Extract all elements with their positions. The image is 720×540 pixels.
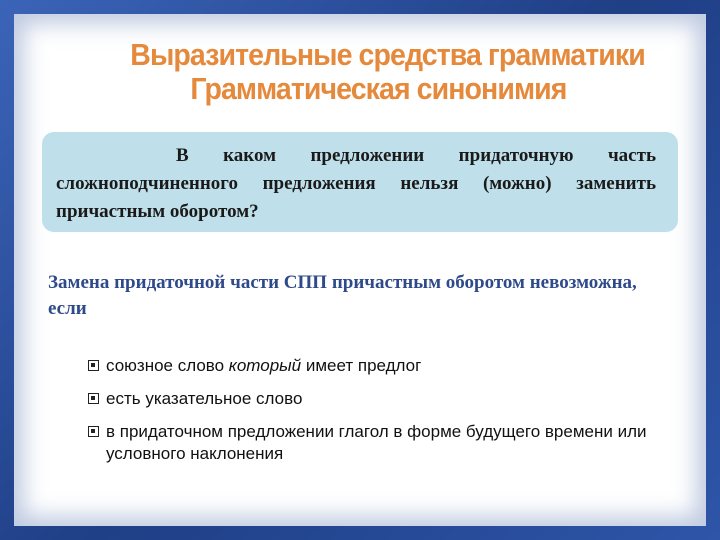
bullet-list bbox=[88, 355, 688, 476]
list-item bbox=[88, 355, 688, 377]
bullet-text-before: союзное слово bbox=[106, 356, 229, 375]
condition-heading: Замена придаточной части СПП причастным оборотом невозможна, если bbox=[48, 272, 637, 319]
checkbox-square-icon bbox=[88, 393, 99, 404]
bullet-text: есть указательное слово bbox=[106, 389, 303, 408]
title-line-1: Выразительные средства грамматики bbox=[130, 37, 645, 72]
checkbox-square-icon bbox=[88, 426, 99, 437]
list-item bbox=[88, 421, 688, 465]
bullet-text-after: имеет предлог bbox=[301, 356, 422, 375]
bullet-text-italic: который bbox=[228, 356, 302, 375]
slide-title bbox=[29, 38, 691, 106]
question-text: В каком предложении придаточную часть сложноподчиненного предложения нельзя (можно) заменить причастным оборотом? bbox=[56, 145, 656, 222]
bullet-text bbox=[106, 355, 688, 377]
checkbox-square-icon bbox=[88, 360, 99, 371]
list-item bbox=[88, 388, 688, 410]
title-line-2: Грамматическая синонимия bbox=[190, 71, 567, 106]
bullet-text: в придаточном предложении глагол в форме будущего времени или условного наклонения bbox=[106, 422, 647, 463]
question-box bbox=[42, 132, 678, 232]
